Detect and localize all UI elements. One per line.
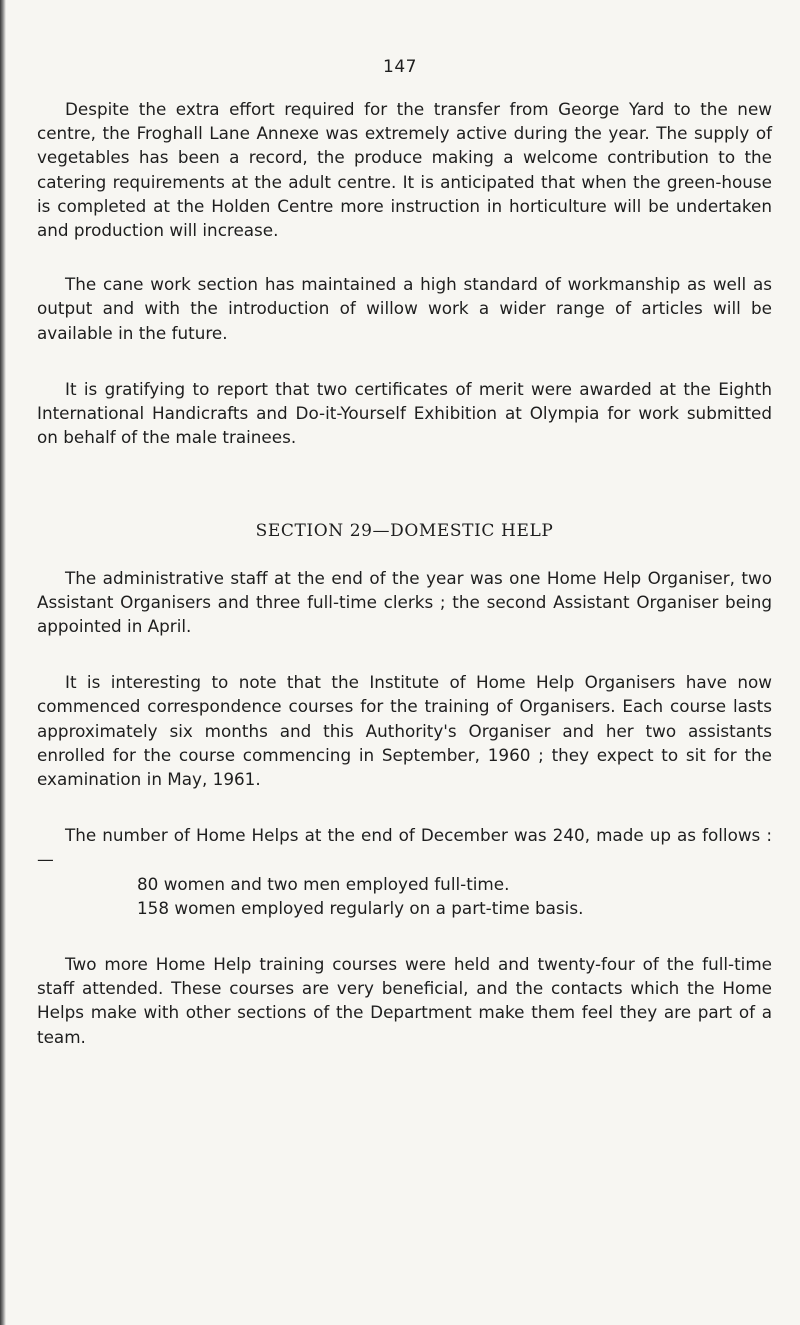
- paragraph-administrative-staff: The administrative staff at the end of the year was one Home Help Organiser, two Assistant Organisers and three full-time clerks ; the second Assistant Organiser being appointed in April.: [37, 567, 772, 637]
- paragraph-home-helps-number: The number of Home Helps at the end of December was 240, made up as follows :—: [37, 825, 772, 870]
- paragraph-training-courses: Two more Home Help training courses were held and twenty-four of the full-time staff attended. These courses are very beneficial, and the contacts which the Home Helps make with other sections of the Department make them feel they are part of a team.: [37, 954, 772, 1047]
- list-item-part-time: 158 women employed regularly on a part-time basis.: [137, 897, 584, 918]
- page-body: [37, 97, 772, 1049]
- paragraph-cane-work: The cane work section has maintained a high standard of workmanship as well as output and with the introduction of willow work a wider range of articles will be available in the future.: [37, 274, 772, 343]
- page-number: 147: [383, 57, 417, 77]
- paragraph-correspondence-courses: It is interesting to note that the Institute of Home Help Organisers have now commenced correspondence courses for the training of Organisers. Each course lasts approximately six months and this Authority's Organiser and her two assistants enrolled for the course commencing in September, 1960 ; they expect to sit for the examination in May, 1961.: [37, 672, 772, 790]
- paragraph-certificates: It is gratifying to report that two certificates of merit were awarded at the Eighth International Handicrafts and Do-it-Yourself Exhibition at Olympia for work submitted on behalf of the male trainees.: [37, 378, 772, 448]
- section-heading: SECTION 29—DOMESTIC HELP: [255, 521, 554, 542]
- paragraph-froghall-annexe: Despite the extra effort required for the transfer from George Yard to the new centre, the Froghall Lane Annexe was extremely active during the year. The supply of vegetables has been a record, the produce making a welcome contribution to the catering requirements at the adult centre. It is anticipated that when the green-house is completed at the Holden Centre more instruction in horticulture will be undertaken and production will increase.: [37, 99, 772, 241]
- list-item-full-time: 80 women and two men employed full-time.: [137, 873, 510, 894]
- page-binding-edge: [0, 0, 6, 1325]
